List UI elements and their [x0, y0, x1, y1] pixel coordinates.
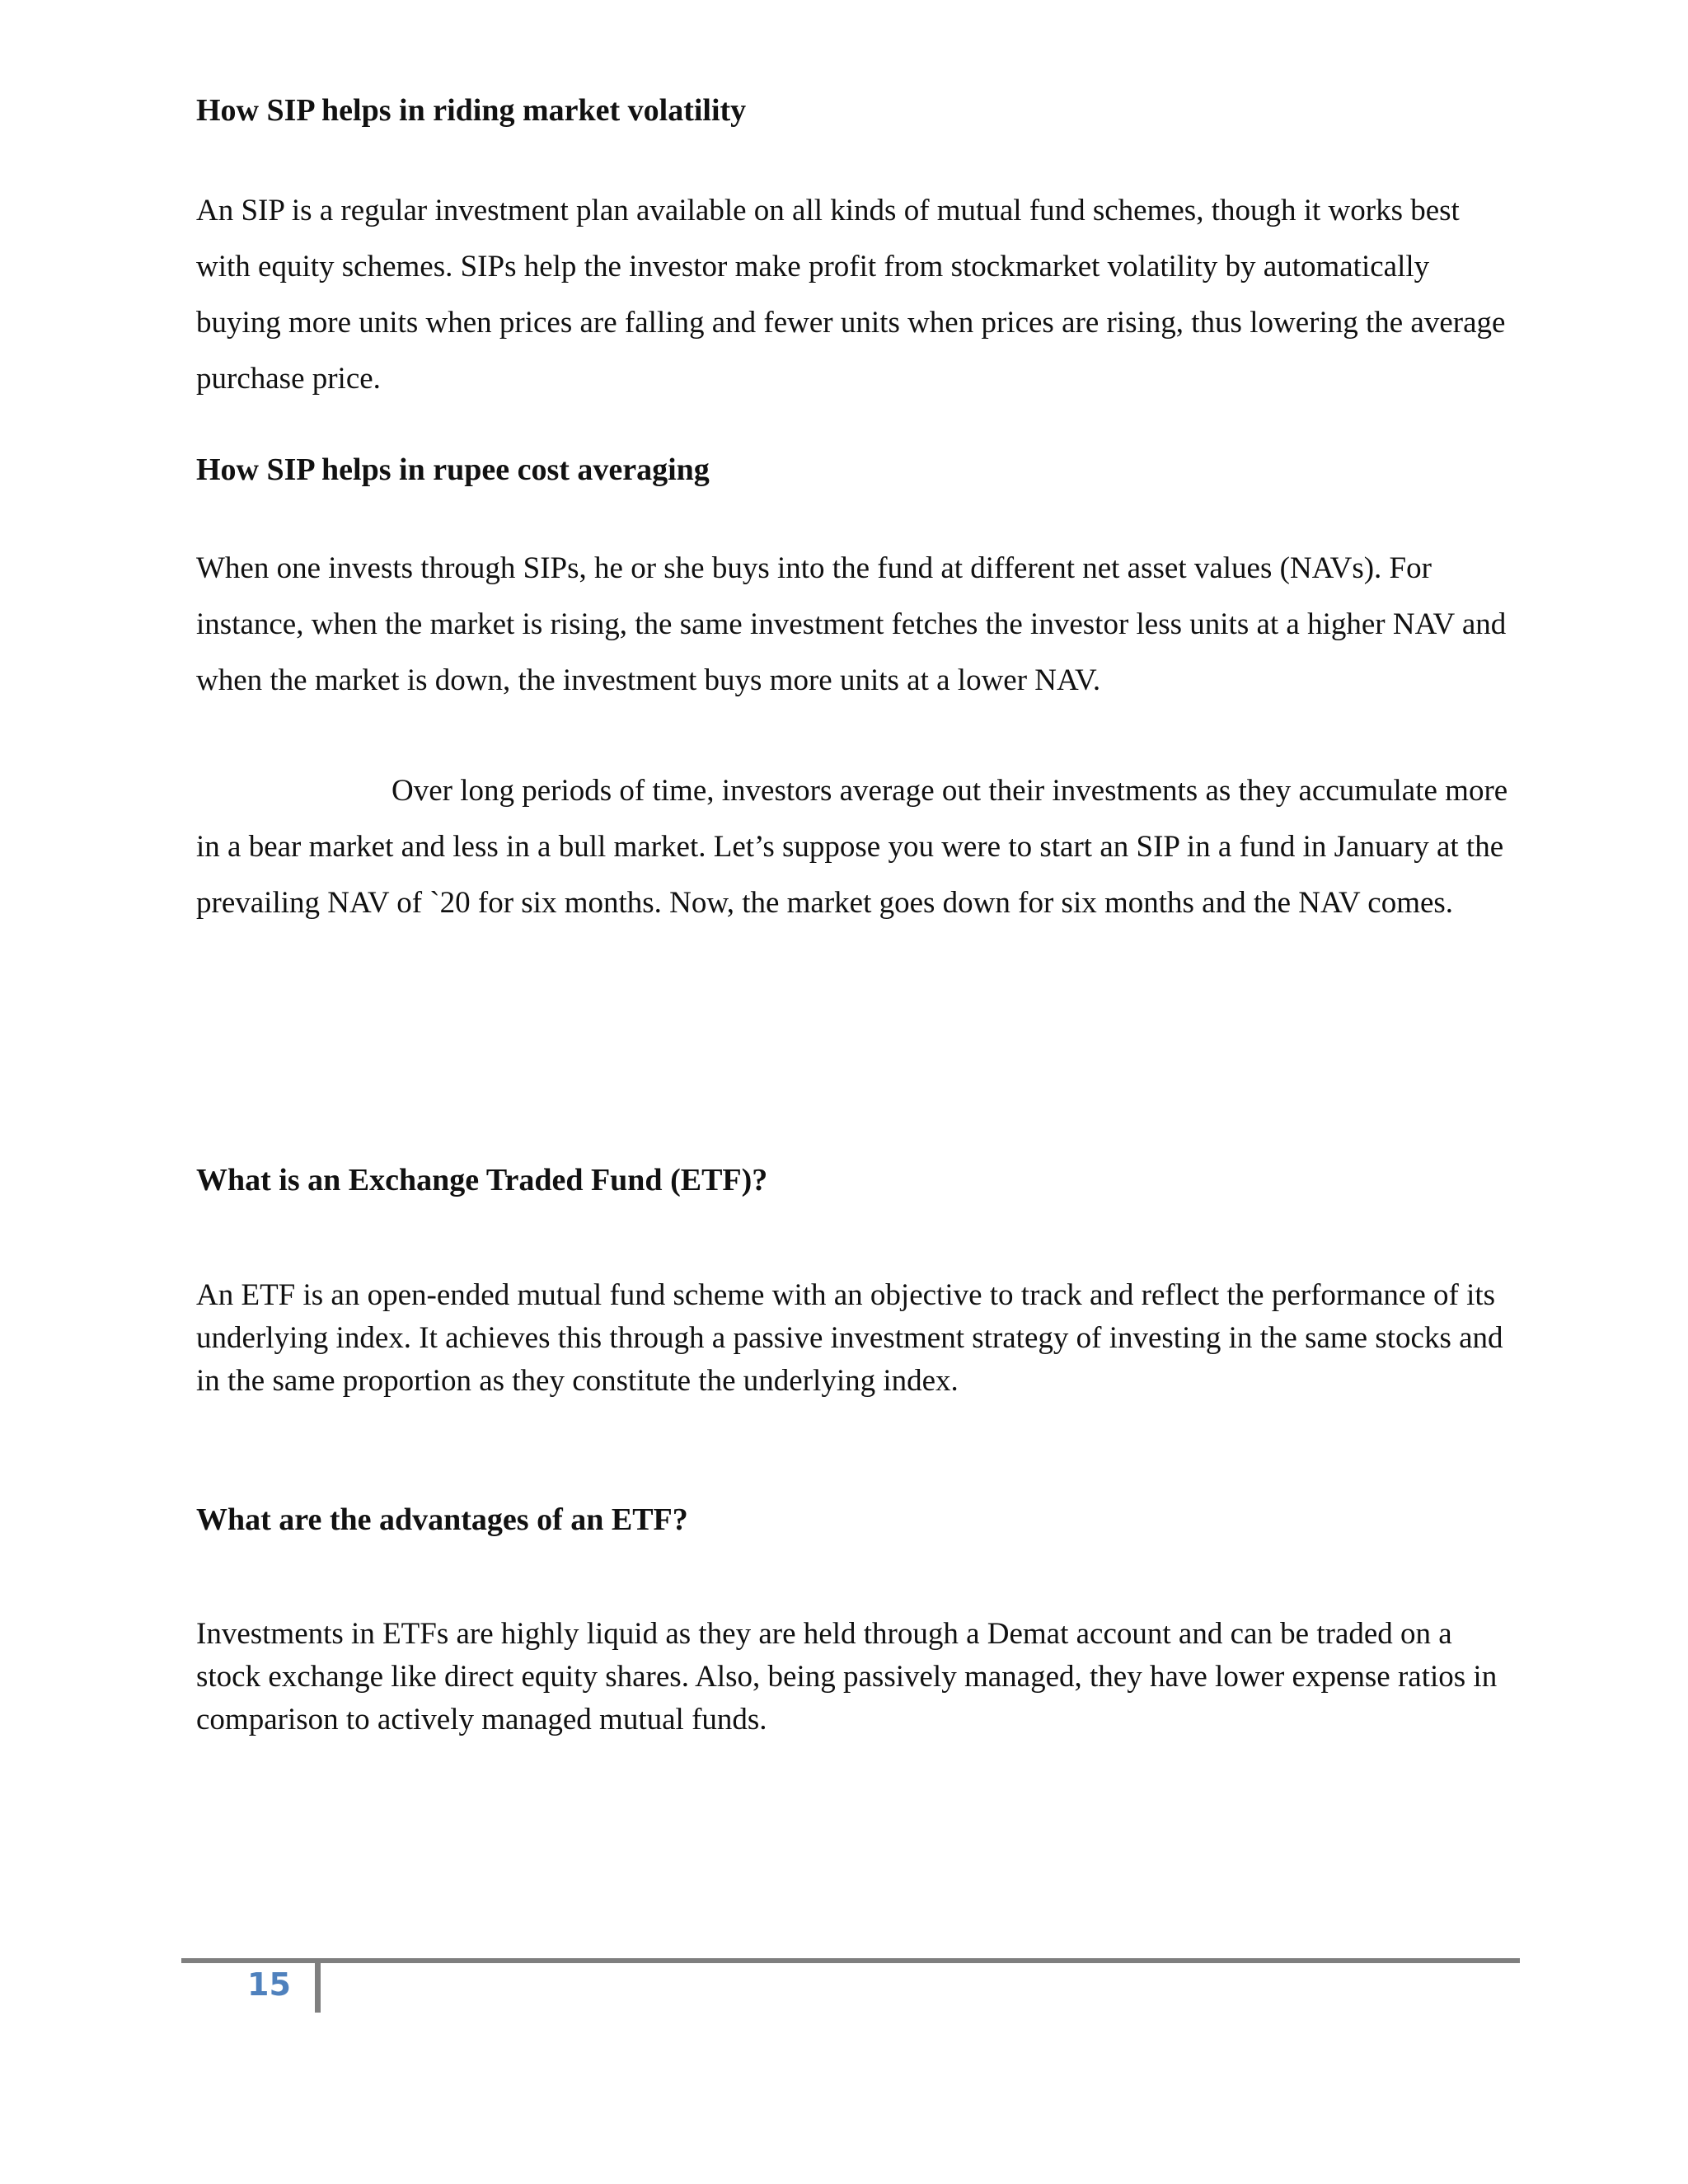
section-heading: What are the advantages of an ETF? [196, 1502, 688, 1537]
body-paragraph: Investments in ETFs are highly liquid as they are held through a Demat account and can be traded on a stock exchange like direct equity shares. Also, being passively managed, they have lower expense ratios in comparison to actively managed mutual funds. [196, 1617, 1498, 1736]
body-paragraph: An SIP is a regular investment plan available on all kinds of mutual fund schemes, though it works best with equity schemes. SIPs help the investor make profit from stockmarket volatility by automatically buying more units when prices are falling and fewer units when prices are rising, thus lowering the average purchase price. [196, 194, 1506, 396]
body-paragraph: Over long periods of time, investors average out their investments as they accumulate more in a bear market and less in a bull market. Let’s suppose you were to start an SIP in a fund in January at the prevailing NAV of `20 for six months. Now, the market goes down for six months and the NAV comes. [196, 774, 1508, 920]
page-number: 15 [247, 1966, 291, 2003]
section-heading: How SIP helps in rupee cost averaging [196, 452, 710, 487]
body-paragraph: When one invests through SIPs, he or she buys into the fund at different net asset values (NAVs). For instance, when the market is rising, the same investment fetches the investor less units at a higher NAV and when the market is down, the investment buys more units at a lower NAV. [196, 551, 1507, 697]
section-heading: What is an Exchange Traded Fund (ETF)? [196, 1163, 768, 1197]
section-heading: How SIP helps in riding market volatility [196, 93, 747, 128]
footer-divider-tick [315, 1958, 321, 2013]
footer-divider [181, 1958, 1520, 1963]
body-paragraph: An ETF is an open-ended mutual fund scheme with an objective to track and reflect the performance of its underlying index. It achieves this through a passive investment strategy of investing in the same stocks and in the same proportion as they constitute the underlying index. [196, 1278, 1503, 1398]
